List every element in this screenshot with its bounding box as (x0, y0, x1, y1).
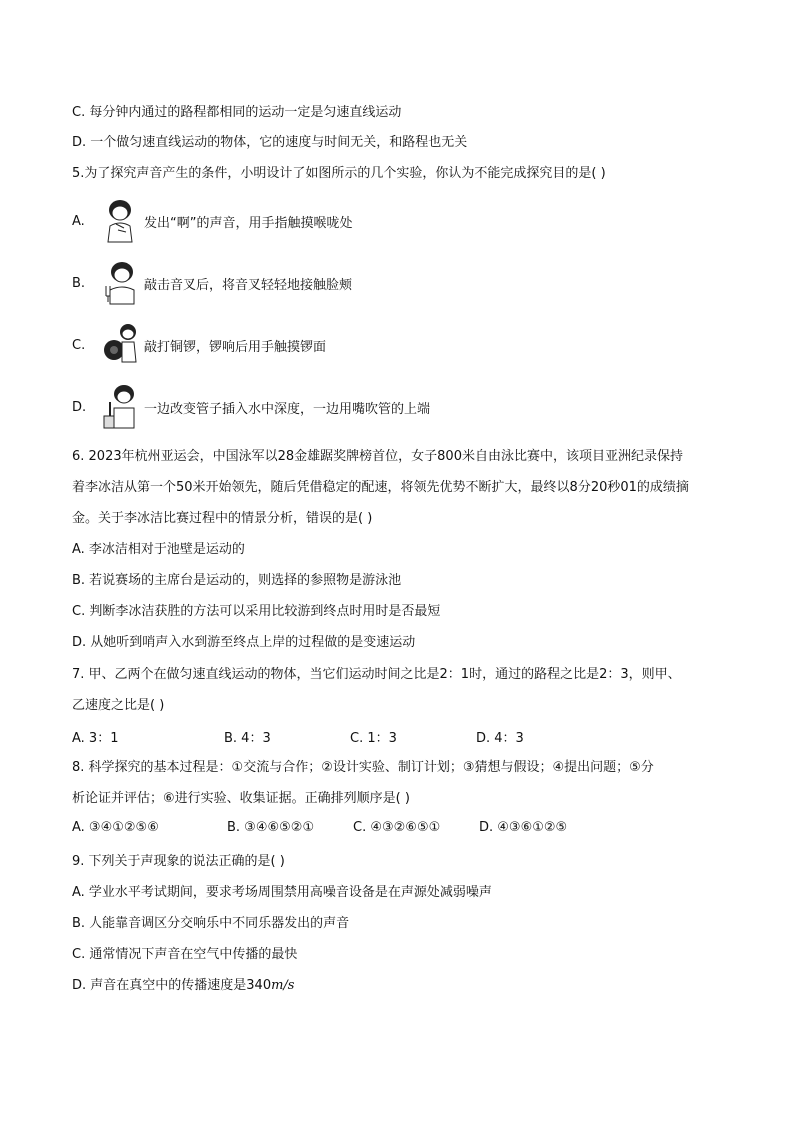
q7-option-c: C. 1：3 (350, 731, 397, 746)
q7-options (72, 727, 524, 746)
option-label: C. (72, 337, 86, 353)
q5-stem: 5.为了探究声音产生的条件，小明设计了如图所示的几个实验，你认为不能完成探究目的是( ) (72, 166, 606, 181)
option-label: B. (72, 275, 86, 291)
option-label: A. (72, 213, 85, 229)
q7-option-b: B. 4：3 (224, 731, 271, 746)
boy-throat-figure-icon (102, 198, 140, 244)
boy-gong-figure-icon (102, 322, 140, 368)
q8-option-b: B. ③④⑥⑤②① (227, 820, 315, 835)
option-label: D. (72, 399, 87, 415)
q9-option-b: B. 人能靠音调区分交响乐中不同乐器发出的声音 (72, 916, 350, 931)
q8-option-d: D. ④③⑥①②⑤ (479, 820, 568, 835)
q7-stem-line-1: 7. 甲、乙两个在做匀速直线运动的物体，当它们运动时间之比是2：1时，通过的路程之比是2：3，则甲、 (72, 667, 681, 682)
q4-option-d: D. 一个做匀速直线运动的物体，它的速度与时间无关，和路程也无关 (72, 135, 468, 150)
option-text: 敲击音叉后，将音叉轻轻地接触脸颊 (144, 277, 353, 293)
q5-option-c (72, 322, 326, 368)
q9-option-d-unit: m/s (271, 978, 295, 993)
q9-option-a: A. 学业水平考试期间，要求考场周围禁用高噪音设备是在声源处减弱噪声 (72, 885, 492, 900)
q7-stem-line-2: 乙速度之比是( ) (72, 698, 165, 713)
q6-option-c: C. 判断李冰洁获胜的方法可以采用比较游到终点时用时是否最短 (72, 604, 441, 619)
q4-option-c: C. 每分钟内通过的路程都相同的运动一定是匀速直线运动 (72, 105, 402, 120)
q6-stem-line-2: 着李冰洁从第一个50米开始领先，随后凭借稳定的配速，将领先优势不断扩大，最终以8分20秒01的成绩摘 (72, 480, 689, 495)
q7-option-d: D. 4：3 (476, 731, 524, 746)
q9-option-d (72, 976, 294, 996)
q6-stem-line-1: 6. 2023年杭州亚运会，中国泳军以28金雄踞奖牌榜首位，女子800米自由泳比赛中，该项目亚洲纪录保持 (72, 449, 683, 464)
q8-stem-line-1: 8. 科学探究的基本过程是：①交流与合作；②设计实验、制订计划；③猜想与假设；④提出问题；⑤分 (72, 760, 654, 775)
q6-option-d: D. 从她听到哨声入水到游至终点上岸的过程做的是变速运动 (72, 635, 416, 650)
q7-option-a: A. 3：1 (72, 731, 119, 746)
q5-option-a (72, 198, 352, 244)
option-text: 一边改变管子插入水中深度，一边用嘴吹管的上端 (144, 401, 431, 417)
q9-option-d-text: D. 声音在真空中的传播速度是340 (72, 978, 272, 993)
q5-option-b (72, 260, 352, 306)
q6-stem-line-3: 金。关于李冰洁比赛过程中的情景分析，错误的是( ) (72, 511, 373, 526)
q8-option-a: A. ③④①②⑤⑥ (72, 820, 159, 835)
option-text: 发出“啊”的声音，用手指触摸喉咙处 (144, 215, 353, 231)
q8-stem-line-2: 析论证并评估；⑥进行实验、收集证据。正确排列顺序是( ) (72, 791, 410, 806)
boy-blowing-tube-figure-icon (102, 384, 140, 430)
q8-options (72, 820, 567, 835)
q6-option-b: B. 若说赛场的主席台是运动的，则选择的参照物是游泳池 (72, 573, 402, 588)
option-text: 敲打铜锣，锣响后用手触摸锣面 (144, 339, 327, 355)
q9-stem: 9. 下列关于声现象的说法正确的是( ) (72, 854, 285, 869)
boy-tuning-fork-figure-icon (102, 260, 140, 306)
q5-option-d (72, 384, 430, 430)
q9-option-c: C. 通常情况下声音在空气中传播的最快 (72, 947, 298, 962)
q8-option-c: C. ④③②⑥⑤① (353, 820, 441, 835)
q6-option-a: A. 李冰洁相对于池壁是运动的 (72, 542, 245, 557)
